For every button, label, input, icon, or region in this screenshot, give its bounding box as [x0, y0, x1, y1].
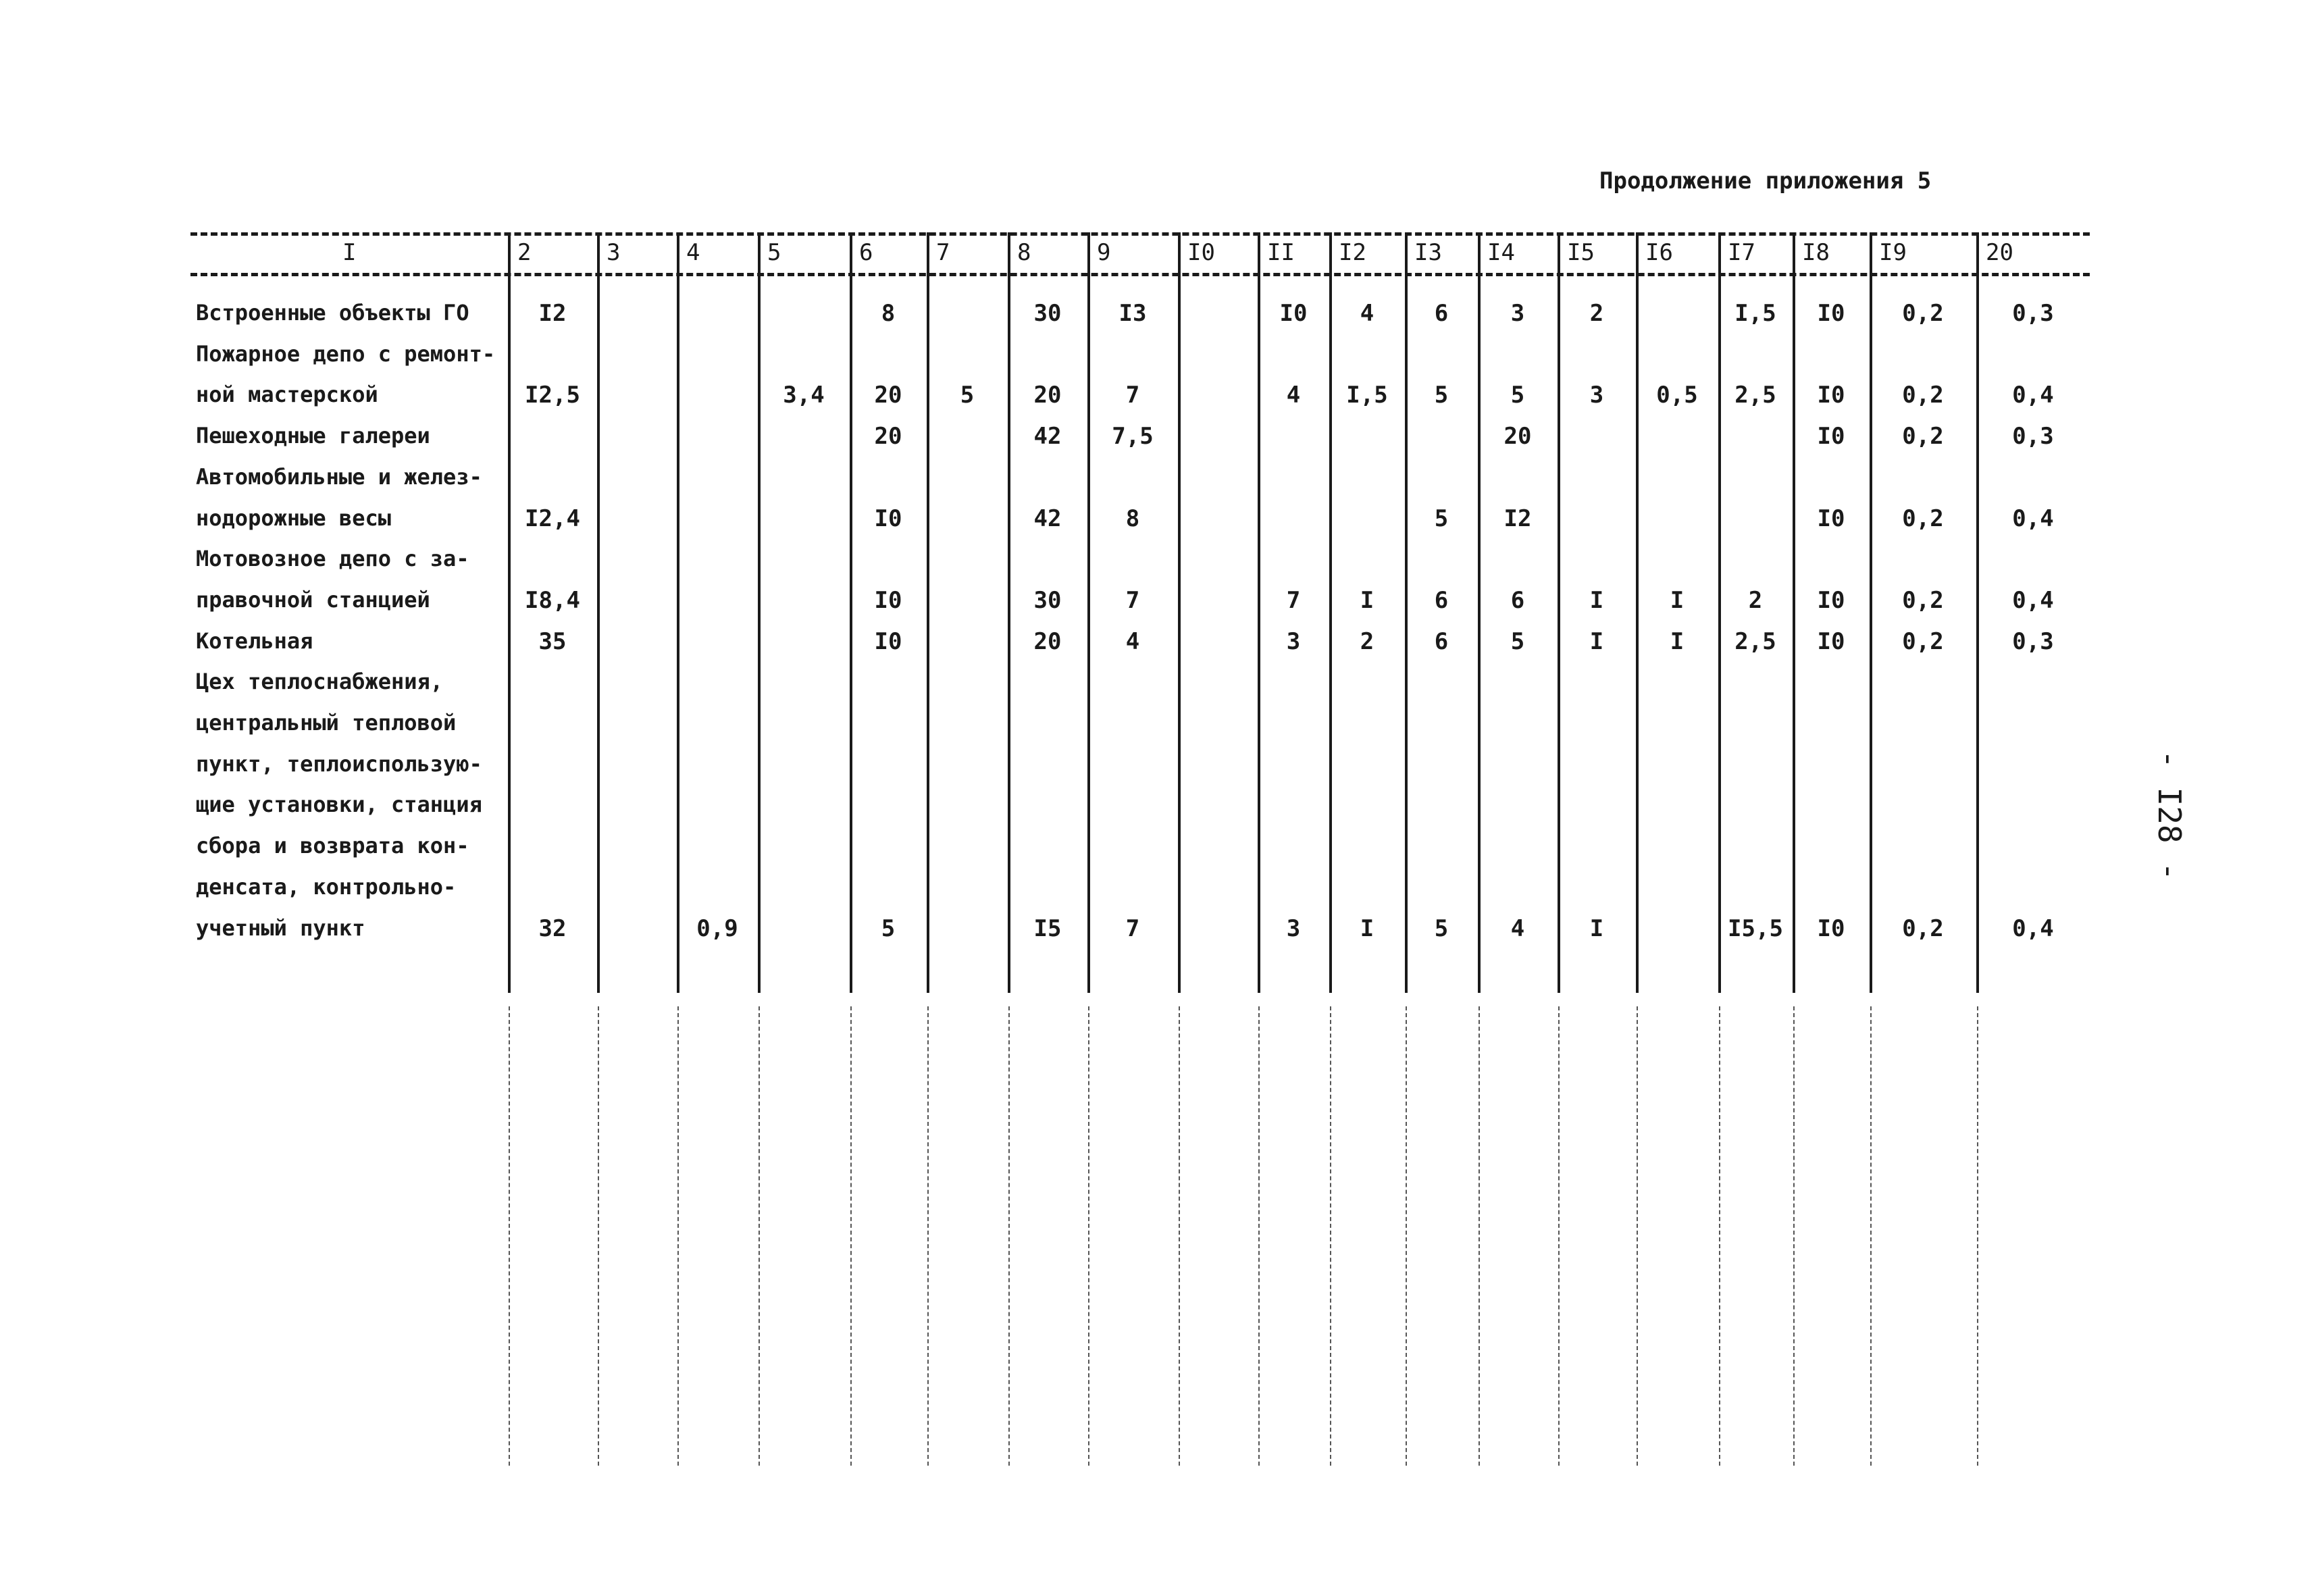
column-header: I2: [1339, 239, 1366, 266]
table-cell: I: [1589, 627, 1604, 655]
table-cell: 0,2: [1902, 300, 1944, 327]
table-cell: 20: [874, 382, 902, 409]
table-cell: I0: [1817, 915, 1845, 942]
column-separator-faint: [1088, 1006, 1089, 1466]
column-header: 2: [517, 239, 532, 266]
column-header: I5: [1567, 239, 1595, 266]
table-cell: 2: [1748, 586, 1763, 614]
table-cell: 6: [1510, 586, 1525, 614]
row-label-line: правочной станцией: [196, 586, 430, 613]
table-cell: 6: [1434, 627, 1449, 655]
table-cell: I: [1360, 586, 1374, 614]
table-cell: 2,5: [1734, 382, 1776, 409]
table-cell: I2: [538, 300, 567, 327]
table-cell: 3: [1589, 382, 1604, 409]
table-cell: 30: [1033, 586, 1062, 614]
table-cell: 5: [1434, 915, 1449, 942]
column-separator: [1087, 232, 1090, 993]
row-label-line: учетный пункт: [196, 915, 365, 941]
table-cell: 5: [1434, 382, 1449, 409]
table-cell: I: [1360, 915, 1374, 942]
row-label-line: Цех теплоснабжения,: [196, 669, 444, 695]
table-cell: 42: [1033, 423, 1062, 451]
column-separator-faint: [759, 1006, 760, 1466]
column-header: 20: [1986, 239, 2013, 266]
column-header: 4: [686, 239, 700, 266]
table-cell: I5: [1033, 915, 1062, 942]
column-separator: [1258, 232, 1260, 993]
row-label-line: Пожарное депо с ремонт-: [196, 340, 496, 367]
column-header: II: [1267, 239, 1295, 266]
column-separator-faint: [1179, 1006, 1180, 1466]
table-cell: 0,4: [2012, 586, 2054, 614]
table-cell: I: [1589, 915, 1604, 942]
row-label-line: Котельная: [196, 627, 313, 654]
table-cell: 4: [1125, 627, 1140, 655]
column-separator-faint: [598, 1006, 599, 1466]
page-caption: Продолжение приложения 5: [1599, 168, 1932, 195]
table-cell: I5,5: [1728, 915, 1783, 942]
table-cell: 20: [874, 423, 902, 451]
row-label-line: центральный тепловой: [196, 710, 457, 736]
table-cell: I,5: [1734, 300, 1776, 327]
column-header: 7: [936, 239, 950, 266]
table-cell: 7: [1286, 586, 1301, 614]
column-separator-faint: [1558, 1006, 1560, 1466]
table-cell: 5: [960, 382, 975, 409]
row-label-line: Мотовозное депо с за-: [196, 546, 469, 572]
column-header: 9: [1097, 239, 1111, 266]
column-separator-faint: [677, 1006, 679, 1466]
column-separator: [850, 232, 852, 993]
table-cell: 3: [1286, 915, 1301, 942]
table-cell: 3: [1510, 300, 1525, 327]
column-separator: [1636, 232, 1639, 993]
table-cell: 5: [1434, 505, 1449, 532]
column-separator-faint: [850, 1006, 852, 1466]
column-separator: [927, 232, 929, 993]
table-cell: 0,3: [2012, 300, 2054, 327]
column-header: 5: [767, 239, 781, 266]
table-cell: 7: [1125, 915, 1140, 942]
table-cell: 42: [1033, 505, 1062, 532]
row-label-line: Автомобильные и желез-: [196, 463, 482, 490]
table-cell: 0,4: [2012, 915, 2054, 942]
table-cell: 5: [1510, 382, 1525, 409]
page-number: - I28 -: [2151, 750, 2188, 881]
row-label-line: ной мастерской: [196, 382, 378, 408]
column-separator: [1793, 232, 1795, 993]
column-separator: [1558, 232, 1560, 993]
column-header: I3: [1414, 239, 1442, 266]
column-separator: [1976, 232, 1979, 993]
column-header: 8: [1017, 239, 1031, 266]
table-cell: I0: [874, 505, 902, 532]
column-separator-faint: [1719, 1006, 1720, 1466]
row-label-line: сбора и возврата кон-: [196, 833, 469, 859]
table-cell: 6: [1434, 300, 1449, 327]
table-cell: I8,4: [525, 586, 580, 614]
column-separator-faint: [927, 1006, 929, 1466]
table-cell: 7: [1125, 382, 1140, 409]
column-header: I8: [1802, 239, 1830, 266]
column-separator-faint: [1870, 1006, 1872, 1466]
table-cell: 8: [881, 300, 896, 327]
table-cell: I2,5: [525, 382, 580, 409]
table-cell: I0: [1817, 300, 1845, 327]
table-cell: I: [1670, 627, 1685, 655]
table-cell: 4: [1286, 382, 1301, 409]
table-cell: 0,2: [1902, 627, 1944, 655]
column-header: 3: [607, 239, 621, 266]
table-cell: 7: [1125, 586, 1140, 614]
table-cell: I0: [1279, 300, 1308, 327]
column-separator: [597, 232, 600, 993]
table-cell: 2: [1360, 627, 1374, 655]
column-header: I: [342, 239, 357, 266]
column-separator: [1329, 232, 1332, 993]
table-cell: 4: [1510, 915, 1525, 942]
table-cell: I0: [1817, 627, 1845, 655]
table-cell: 7,5: [1112, 423, 1154, 451]
column-separator-faint: [1479, 1006, 1480, 1466]
row-label-line: нодорожные весы: [196, 505, 391, 531]
table-cell: 0,2: [1902, 505, 1944, 532]
table-cell: 0,4: [2012, 505, 2054, 532]
table-cell: 8: [1125, 505, 1140, 532]
table-cell: 4: [1360, 300, 1374, 327]
table-cell: I,5: [1346, 382, 1388, 409]
table-cell: I0: [1817, 586, 1845, 614]
table-cell: I0: [1817, 382, 1845, 409]
column-header: I0: [1187, 239, 1215, 266]
column-separator: [1870, 232, 1872, 993]
table-cell: I0: [1817, 423, 1845, 451]
table-cell: 0,3: [2012, 627, 2054, 655]
table-cell: 0,4: [2012, 382, 2054, 409]
column-separator: [758, 232, 761, 993]
row-label-line: Встроенные объекты ГО: [196, 300, 469, 326]
table-cell: 3: [1286, 627, 1301, 655]
column-separator-faint: [1637, 1006, 1638, 1466]
column-header: I4: [1487, 239, 1515, 266]
column-separator: [1718, 232, 1721, 993]
table-cell: 5: [881, 915, 896, 942]
table-cell: I: [1589, 586, 1604, 614]
table-cell: 20: [1503, 423, 1532, 451]
table-cell: 0,2: [1902, 382, 1944, 409]
table-cell: 30: [1033, 300, 1062, 327]
column-header: 6: [859, 239, 873, 266]
table-cell: 20: [1033, 382, 1062, 409]
column-separator-faint: [1330, 1006, 1331, 1466]
column-separator-faint: [509, 1006, 510, 1466]
table-cell: 0,2: [1902, 586, 1944, 614]
column-separator-faint: [1258, 1006, 1260, 1466]
table-cell: 0,9: [696, 915, 738, 942]
column-separator-faint: [1008, 1006, 1010, 1466]
table-cell: 5: [1510, 627, 1525, 655]
table-cell: I0: [874, 586, 902, 614]
table-cell: 0,2: [1902, 915, 1944, 942]
row-label-line: пункт, теплоиспользую-: [196, 750, 482, 777]
table-cell: I3: [1119, 300, 1147, 327]
header-top-rule: [190, 232, 2090, 236]
table-cell: 32: [538, 915, 567, 942]
table-cell: 0,5: [1656, 382, 1698, 409]
header-bottom-rule: [190, 273, 2090, 276]
column-header: I9: [1879, 239, 1907, 266]
column-header: I7: [1728, 239, 1755, 266]
table-cell: I0: [874, 627, 902, 655]
table-cell: 0,3: [2012, 423, 2054, 451]
table-cell: I2,4: [525, 505, 580, 532]
column-separator: [1008, 232, 1010, 993]
column-separator: [1478, 232, 1481, 993]
row-label-line: денсата, контрольно-: [196, 873, 457, 900]
column-separator: [677, 232, 679, 993]
table-cell: 2: [1589, 300, 1604, 327]
table-cell: 35: [538, 627, 567, 655]
table-cell: 3,4: [783, 382, 825, 409]
row-label-line: щие установки, станция: [196, 792, 482, 818]
column-separator-faint: [1793, 1006, 1795, 1466]
table-cell: 0,2: [1902, 423, 1944, 451]
row-label-line: Пешеходные галереи: [196, 423, 430, 449]
table-cell: I0: [1817, 505, 1845, 532]
table-cell: I2: [1503, 505, 1532, 532]
column-separator: [1405, 232, 1408, 993]
column-separator-faint: [1406, 1006, 1407, 1466]
table-cell: 20: [1033, 627, 1062, 655]
column-separator-faint: [1977, 1006, 1978, 1466]
column-header: I6: [1645, 239, 1673, 266]
table-cell: I: [1670, 586, 1685, 614]
column-separator: [1178, 232, 1181, 993]
column-separator: [508, 232, 511, 993]
table-cell: 6: [1434, 586, 1449, 614]
table-cell: 2,5: [1734, 627, 1776, 655]
